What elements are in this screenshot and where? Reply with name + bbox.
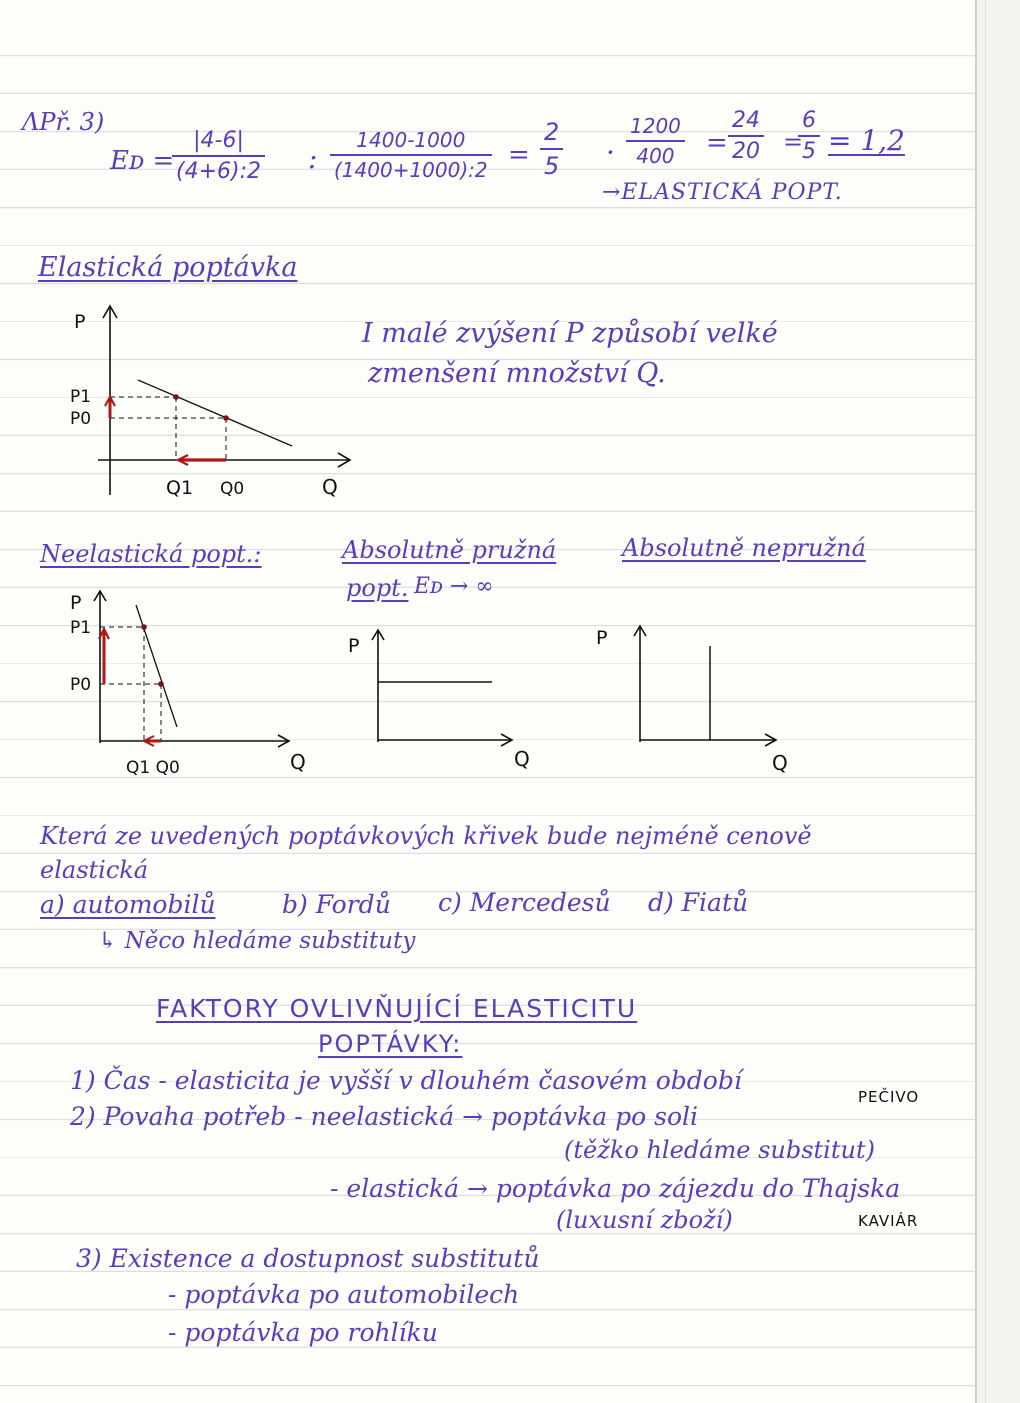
q1-label: Q1 bbox=[166, 477, 194, 499]
factors-title: FAKTORY OVLIVŇUJÍCÍ ELASTICITU bbox=[156, 994, 638, 1023]
equals-sign-1: = bbox=[508, 140, 530, 170]
elastic-demand-heading: Elastická poptávka bbox=[38, 252, 298, 283]
factor-3b: - poptávka po rohlíku bbox=[168, 1318, 438, 1347]
answer-option-b: b) Fordů bbox=[282, 890, 391, 919]
p1-label: P1 bbox=[70, 387, 92, 407]
answer-option-a: a) automobilů bbox=[40, 890, 216, 919]
factor-2-side-note: PEČIVO bbox=[858, 1088, 920, 1106]
ed-infinity: Eᴅ → ∞ bbox=[414, 574, 494, 599]
perfectly-elastic-heading: Absolutně pružná bbox=[342, 536, 557, 564]
axis-q-label: Q bbox=[514, 747, 530, 771]
factor-2b-paren: (luxusní zboží) bbox=[556, 1206, 733, 1234]
page-edge bbox=[975, 0, 1020, 1403]
fraction-price-change: $\frac{|4-6|}{(4+6):2}$ bbox=[172, 128, 265, 184]
p0-label: P0 bbox=[70, 409, 92, 429]
equals-sign-3: = bbox=[783, 128, 804, 156]
ed-symbol: Eᴅ = bbox=[110, 146, 175, 176]
perfectly-elastic-heading-2: popt. bbox=[346, 574, 409, 602]
perfectly-inelastic-heading: Absolutně nepružná bbox=[622, 534, 866, 562]
axis-q-label: Q bbox=[322, 475, 338, 499]
question-line1: Která ze uvedených poptávkových křivek bude nejméně cenově bbox=[40, 822, 812, 850]
elastic-demand-graph bbox=[60, 300, 360, 500]
axis-p-label: P bbox=[74, 311, 86, 333]
fraction-24-20: $\frac{24}{20}$ bbox=[728, 108, 764, 164]
answer-option-c: c) Mercedesů bbox=[438, 888, 611, 917]
p0-label: P0 bbox=[70, 675, 92, 695]
answer-note: ↳ Něco hledáme substituty bbox=[98, 928, 416, 954]
elasticity-result: = 1,2 bbox=[828, 124, 905, 157]
inelastic-demand-graph bbox=[64, 585, 324, 785]
p1-label: P1 bbox=[70, 618, 92, 638]
fraction-1200-400: $\frac{1200}{400}$ bbox=[626, 114, 685, 168]
elastic-note-line2: zmenšení množství Q. bbox=[368, 358, 666, 389]
fraction-quantity-change: $\frac{1400-1000}{(1400+1000):2}$ bbox=[330, 128, 492, 182]
question-line2: elastická bbox=[40, 856, 149, 884]
elastic-note-line1: I malé zvýšení P způsobí velké bbox=[362, 318, 778, 349]
elasticity-conclusion: →ELASTICKÁ POPT. bbox=[602, 180, 843, 205]
axis-q-label: Q bbox=[290, 750, 306, 774]
axis-q-label: Q bbox=[772, 751, 788, 775]
colon-sign: : bbox=[308, 142, 318, 175]
page-edge-line bbox=[985, 0, 986, 1403]
equals-sign-2: = bbox=[706, 128, 728, 158]
fraction-6-5: $\frac{6}{5}$ bbox=[798, 108, 820, 164]
fraction-two-fifths: $\frac{2}{5}$ bbox=[540, 118, 563, 180]
factor-2: 2) Povaha potřeb - neelastická → poptávka po soli bbox=[70, 1102, 699, 1131]
axis-p-label: P bbox=[348, 635, 360, 657]
factor-3: 3) Existence a dostupnost substitutů bbox=[76, 1244, 540, 1273]
multiply-dot: · bbox=[606, 136, 615, 169]
factor-2-paren: (těžko hledáme substitut) bbox=[564, 1136, 875, 1164]
factor-3a: - poptávka po automobilech bbox=[168, 1280, 520, 1309]
factors-title-2: POPTÁVKY: bbox=[318, 1030, 463, 1058]
factor-1: 1) Čas - elasticita je vyšší v dlouhém časovém období bbox=[70, 1066, 742, 1095]
factor-2b: - elastická → poptávka po zájezdu do Thajska bbox=[330, 1174, 901, 1203]
q0-label: Q0 bbox=[220, 479, 245, 499]
factor-2b-side-note: KAVIÁR bbox=[858, 1212, 919, 1230]
perfectly-elastic-graph bbox=[340, 622, 550, 772]
axis-p-label: P bbox=[70, 592, 82, 614]
q1-q0-label: Q1 Q0 bbox=[126, 758, 180, 778]
axis-p-label: P bbox=[596, 627, 608, 649]
example-label: ΛPř. 3) bbox=[22, 108, 105, 136]
inelastic-demand-heading: Neelastická popt.: bbox=[40, 540, 262, 568]
answer-option-d: d) Fiatů bbox=[648, 888, 749, 917]
perfectly-inelastic-graph bbox=[590, 618, 810, 778]
